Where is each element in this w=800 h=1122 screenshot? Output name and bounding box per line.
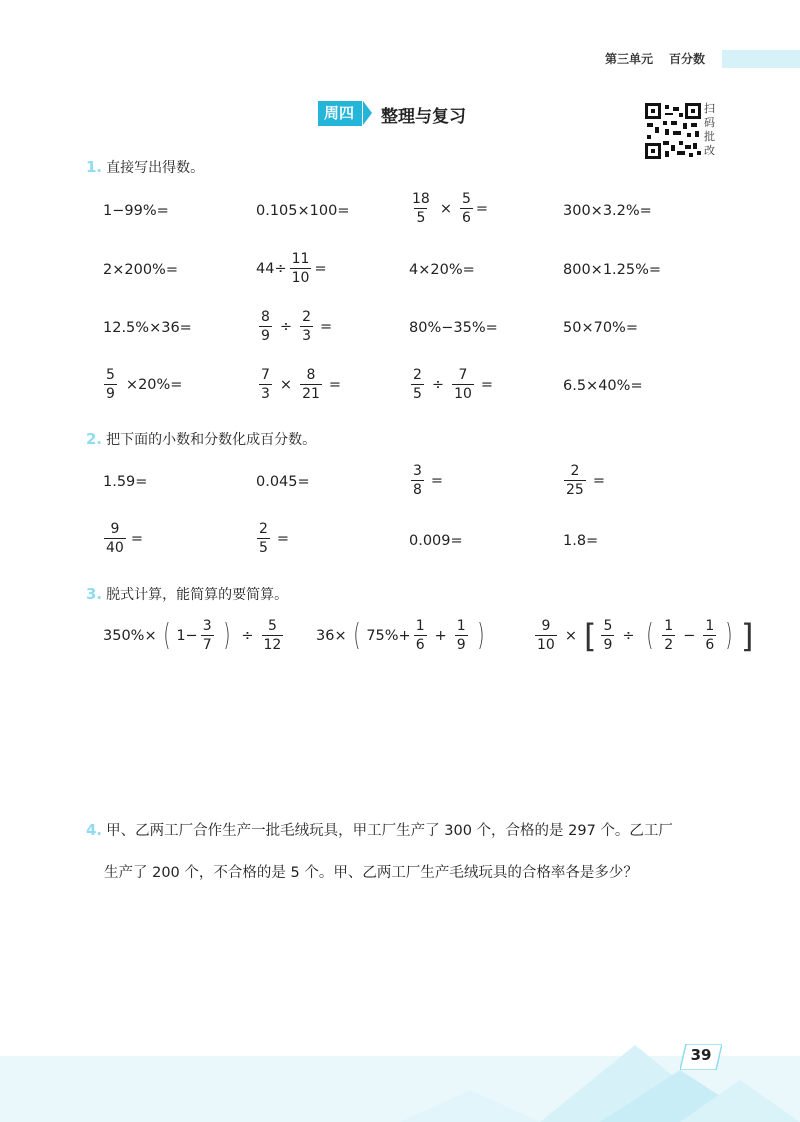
section-number: 2. <box>86 430 103 448</box>
q1-item: 0.105×100= <box>256 203 350 219</box>
problem-line-2: 生产了 200 个，不合格的是 5 个。甲、乙两工厂生产毛绒玩具的合格率各是多少？ <box>104 865 638 881</box>
section-number: 3. <box>86 585 103 603</box>
q1-item: $\frac{8}{9}$ ÷ $\frac{2}{3}$ = <box>261 309 333 344</box>
q1-item: 12.5%×36= <box>103 320 192 336</box>
q1-item: 50×70%= <box>563 320 638 336</box>
topic-label: 百分数 <box>669 52 706 66</box>
q2-item: $\frac{2}{25}$ = <box>566 463 605 498</box>
day-tag-arrow <box>363 101 372 125</box>
unit-label: 第三单元 <box>605 52 654 66</box>
q1-item: 300×3.2%= <box>563 203 652 219</box>
q1-item: 6.5×40%= <box>563 378 643 394</box>
section-instruction: 把下面的小数和分数化成百分数。 <box>106 432 317 448</box>
scan-to-grade-label: 扫 码 批 改 <box>704 102 715 157</box>
section-instruction: 脱式计算，能简算的要简算。 <box>106 587 289 603</box>
q1-item: 800×1.25%= <box>563 262 662 278</box>
q2-item: $\frac{2}{5}$ = <box>259 521 290 556</box>
section-1-heading <box>86 157 204 177</box>
q2-item: 0.009= <box>409 533 463 549</box>
q2-item: 1.8= <box>563 533 599 549</box>
section-2-heading <box>86 429 316 449</box>
q3-problem-3: $\frac{9}{10}$ × [ $\frac{5}{9}$ ÷ ( $\frac{1}{2}$ − $\frac{1}{6}$ ) ] <box>537 616 754 655</box>
q1-item: 44÷ $\frac{11}{10}$ = <box>256 251 327 286</box>
qr-code-icon[interactable] <box>645 103 701 159</box>
day-tag: 周四 <box>318 101 362 126</box>
q2-item: 0.045= <box>256 474 310 490</box>
section-number: 4. <box>86 821 103 839</box>
section-instruction: 直接写出得数。 <box>106 160 205 176</box>
q1-item: 1−99%= <box>103 203 169 219</box>
q2-item: $\frac{3}{8}$ = <box>413 463 444 498</box>
q3-problem-2: 36× ( 75%+ $\frac{1}{6}$ + $\frac{1}{9}$ ) <box>316 617 485 653</box>
q2-item: 1.59= <box>103 474 148 490</box>
q1-item: $\frac{7}{3}$ × $\frac{8}{21}$ = <box>261 367 342 402</box>
section-4-problem <box>86 821 673 839</box>
footer-decoration <box>0 1020 800 1122</box>
q1-item: $\frac{2}{5}$ ÷ $\frac{7}{10}$ = <box>413 367 494 402</box>
q1-item: 80%−35%= <box>409 320 498 336</box>
problem-line-1: 甲、乙两工厂合作生产一批毛绒玩具，甲工厂生产了 300 个，合格的是 297 个。乙工厂 <box>106 823 673 839</box>
section-number: 1. <box>86 158 103 176</box>
unit-header <box>605 50 705 67</box>
q1-item: $\frac{5}{9}$ ×20%= <box>106 367 183 402</box>
section-3-heading <box>86 584 288 604</box>
q1-item: 4×20%= <box>409 262 475 278</box>
page-title: 整理与复习 <box>381 107 466 127</box>
q3-problem-1: 350%× ( 1− $\frac{3}{7}$ ) ÷ $\frac{5}{12}$ <box>103 617 282 653</box>
q1-item: $\frac{18}{5}$ × $\frac{5}{6}$ = <box>412 191 489 226</box>
header-accent-bar <box>722 50 800 68</box>
page-number: 39 <box>690 1046 712 1064</box>
q1-item: 2×200%= <box>103 262 178 278</box>
q2-item: $\frac{9}{40}$ = <box>106 521 143 556</box>
